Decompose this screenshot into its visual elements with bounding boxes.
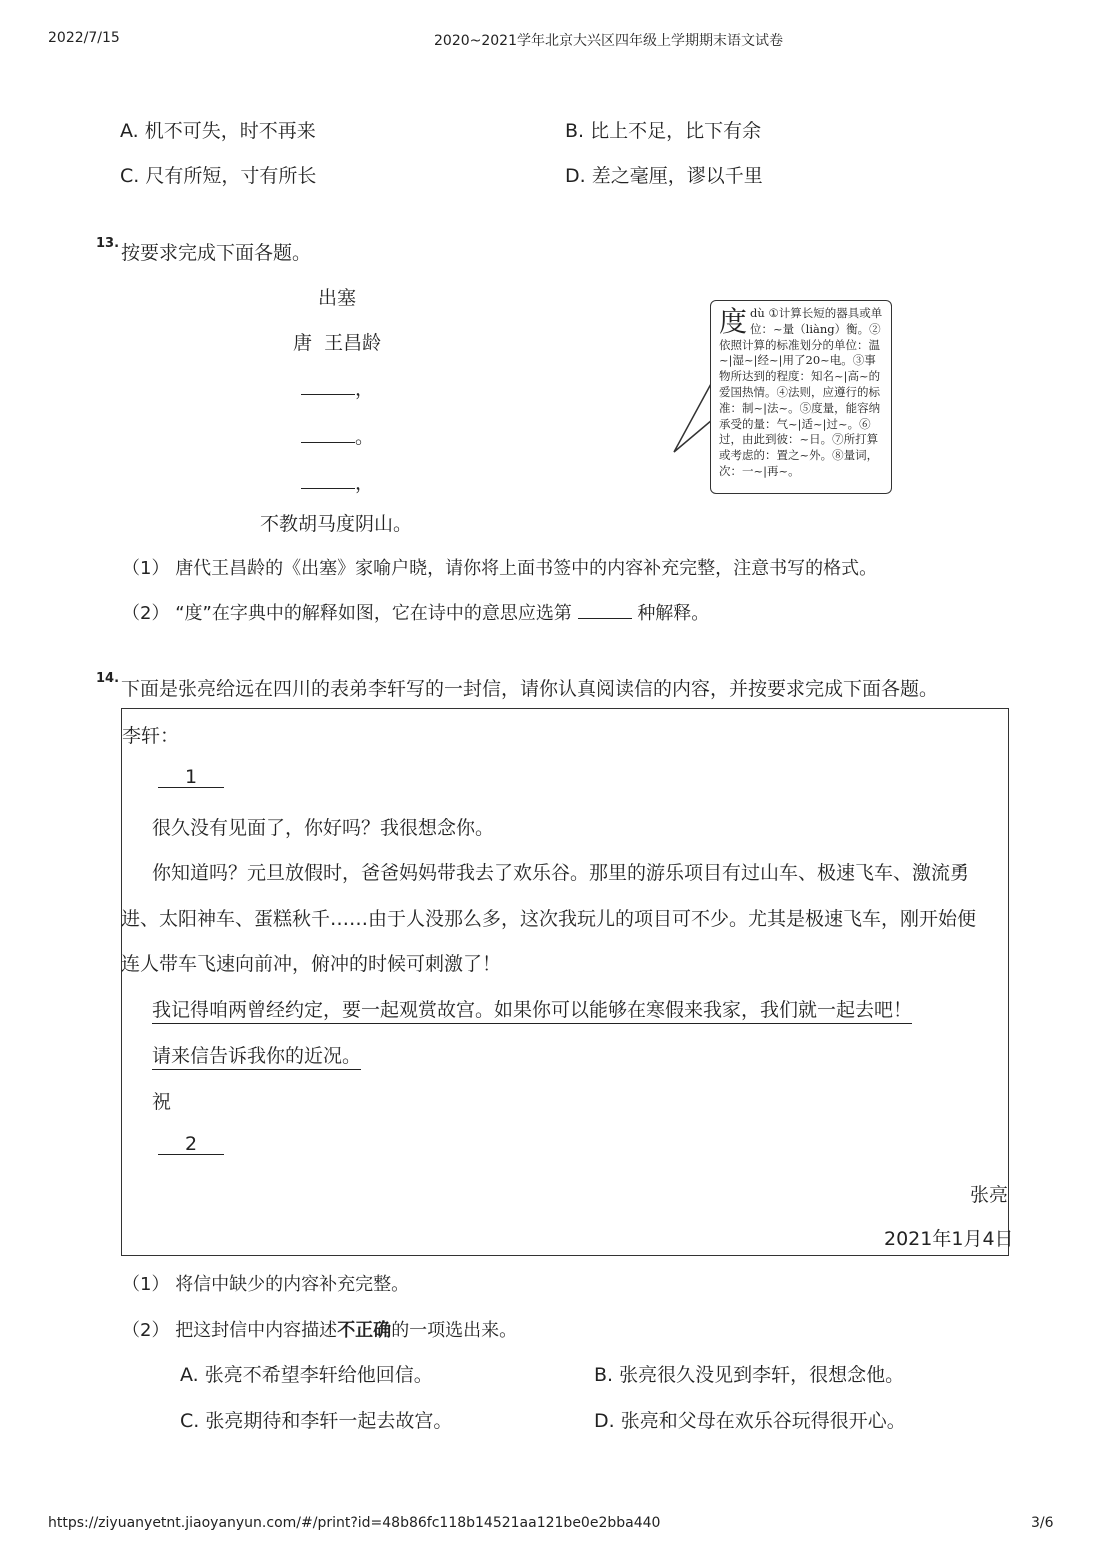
letter-p3-text: 我记得咱两曾经约定，要一起观赏故宫。如果你可以能够在寒假来我家，我们就一起去吧！ (152, 999, 912, 1024)
dict-callout-pointer (672, 380, 714, 456)
poem-blank-2[interactable] (301, 428, 355, 443)
letter-p2-line3: 连人带车飞速向前冲，俯冲的时候可刺激了！ (121, 953, 502, 975)
print-date: 2022/7/15 (48, 30, 120, 46)
letter-date: 2021年1月4日 (884, 1228, 1014, 1250)
q14-option-d: D. 张亮和父母在欢乐谷玩得很开心。 (594, 1410, 906, 1432)
poem-punct-2: 。 (355, 426, 375, 448)
q12-option-d: D. 差之毫厘，谬以千里 (565, 165, 763, 187)
q12-option-c: C. 尺有所短，寸有所长 (120, 165, 317, 187)
poem-line-3 (301, 468, 374, 495)
letter-p2-line1: 你知道吗？元旦放假时，爸爸妈妈带我去了欢乐谷。那里的游乐项目有过山车、极速飞车、激流勇 (152, 862, 970, 884)
dict-headword: 度 (719, 305, 748, 338)
q13-sub1-text: 唐代王昌龄的《出塞》家喻户晓，请你将上面书签中的内容补充完整，注意书写的格式。 (175, 558, 878, 579)
q14-option-c: C. 张亮期待和李轩一起去故宫。 (180, 1410, 453, 1432)
page-number: 3/6 (1031, 1515, 1054, 1531)
document-title: 2020~2021学年北京大兴区四年级上学期期末语文试卷 (434, 33, 783, 49)
letter-p4-text: 请来信告诉我你的近况。 (152, 1045, 361, 1070)
q14-sub2-number: （2） (122, 1320, 170, 1341)
q14-sub1-number: （1） (122, 1274, 170, 1295)
poem-blank-3[interactable] (301, 474, 355, 489)
q14-stem: 下面是张亮给远在四川的表弟李轩写的一封信，请你认真阅读信的内容，并按要求完成下面各题。 (121, 678, 939, 700)
q14-sub2 (122, 1316, 517, 1342)
q14-option-b: B. 张亮很久没见到李轩，很想念他。 (594, 1364, 905, 1386)
poem-last-line: 不教胡马度阴山。 (260, 513, 413, 535)
letter-blank-1-number: 1 (158, 767, 224, 788)
letter-p2-line2: 进、太阳神车、蛋糕秋千……由于人没那么多，这次我玩儿的项目可不少。尤其是极速飞车，刚开始便 (121, 908, 977, 930)
poem-title: 出塞 (318, 287, 357, 309)
q13-sub1-number: （1） (122, 558, 170, 579)
q13-sub2-answer-blank[interactable] (578, 604, 632, 619)
q14-sub1 (122, 1270, 409, 1296)
poem-punct-1: ， (355, 378, 375, 400)
poem-line-1 (301, 374, 374, 401)
dict-definition: dù ①计算长短的器具或单位：~量（liàng）衡。②依照计算的标准划分的单位：温~|湿~|经~|用了20~电。③事物所达到的程度：知名~|高~的爱国热情。④法则，应遵行的标准：制~|法~。⑤度量，能容纳承受的量：气~|适~|过~。⑥过，由此到彼：~日。⑦所打算或考虑的：置之~外。⑧量词，次：一~|再~。 (719, 306, 883, 478)
q13-sub2-number: （2） (122, 603, 170, 624)
letter-box (121, 708, 1009, 1256)
footer-url: https://ziyuanyetnt.jiaoyanyun.com/#/print?id=48b86fc118b14521aa121be0e2bba440 (48, 1515, 661, 1531)
letter-blank-2-number: 2 (158, 1134, 224, 1155)
poem-blank-1[interactable] (301, 380, 355, 395)
q12-option-b: B. 比上不足，比下有余 (565, 120, 762, 142)
letter-p1: 很久没有见面了，你好吗？我很想念你。 (152, 817, 495, 839)
q13-sub1 (122, 554, 877, 580)
poem-line-2 (301, 422, 374, 449)
poem-punct-3: ， (355, 472, 375, 494)
letter-salutation: 李轩： (122, 725, 180, 747)
dictionary-entry (710, 300, 892, 494)
letter-p4 (152, 1041, 361, 1068)
q14-sub2-pre: 把这封信中内容描述 (175, 1320, 338, 1341)
letter-closing: 祝 (152, 1091, 172, 1113)
q14-sub1-text: 将信中缺少的内容补充完整。 (175, 1274, 410, 1295)
letter-blank-1[interactable] (158, 766, 224, 788)
q14-option-a: A. 张亮不希望李轩给他回信。 (180, 1364, 433, 1386)
letter-signer: 张亮 (970, 1184, 1009, 1206)
q13-sub2 (122, 599, 709, 625)
q13-stem: 按要求完成下面各题。 (121, 242, 312, 264)
poem-author: 唐 王昌龄 (293, 332, 382, 354)
q13-number: 13. (96, 236, 120, 251)
q12-option-a: A. 机不可失，时不再来 (120, 120, 316, 142)
q14-number: 14. (96, 671, 120, 686)
q14-sub2-post: 的一项选出来。 (391, 1320, 518, 1341)
q13-sub2-post: 种解释。 (637, 603, 710, 624)
q13-sub2-pre: “度”在字典中的解释如图，它在诗中的意思应选第 (175, 603, 572, 624)
letter-blank-2[interactable] (158, 1133, 224, 1155)
letter-p3 (152, 995, 912, 1022)
q14-sub2-bold: 不正确 (337, 1320, 392, 1341)
